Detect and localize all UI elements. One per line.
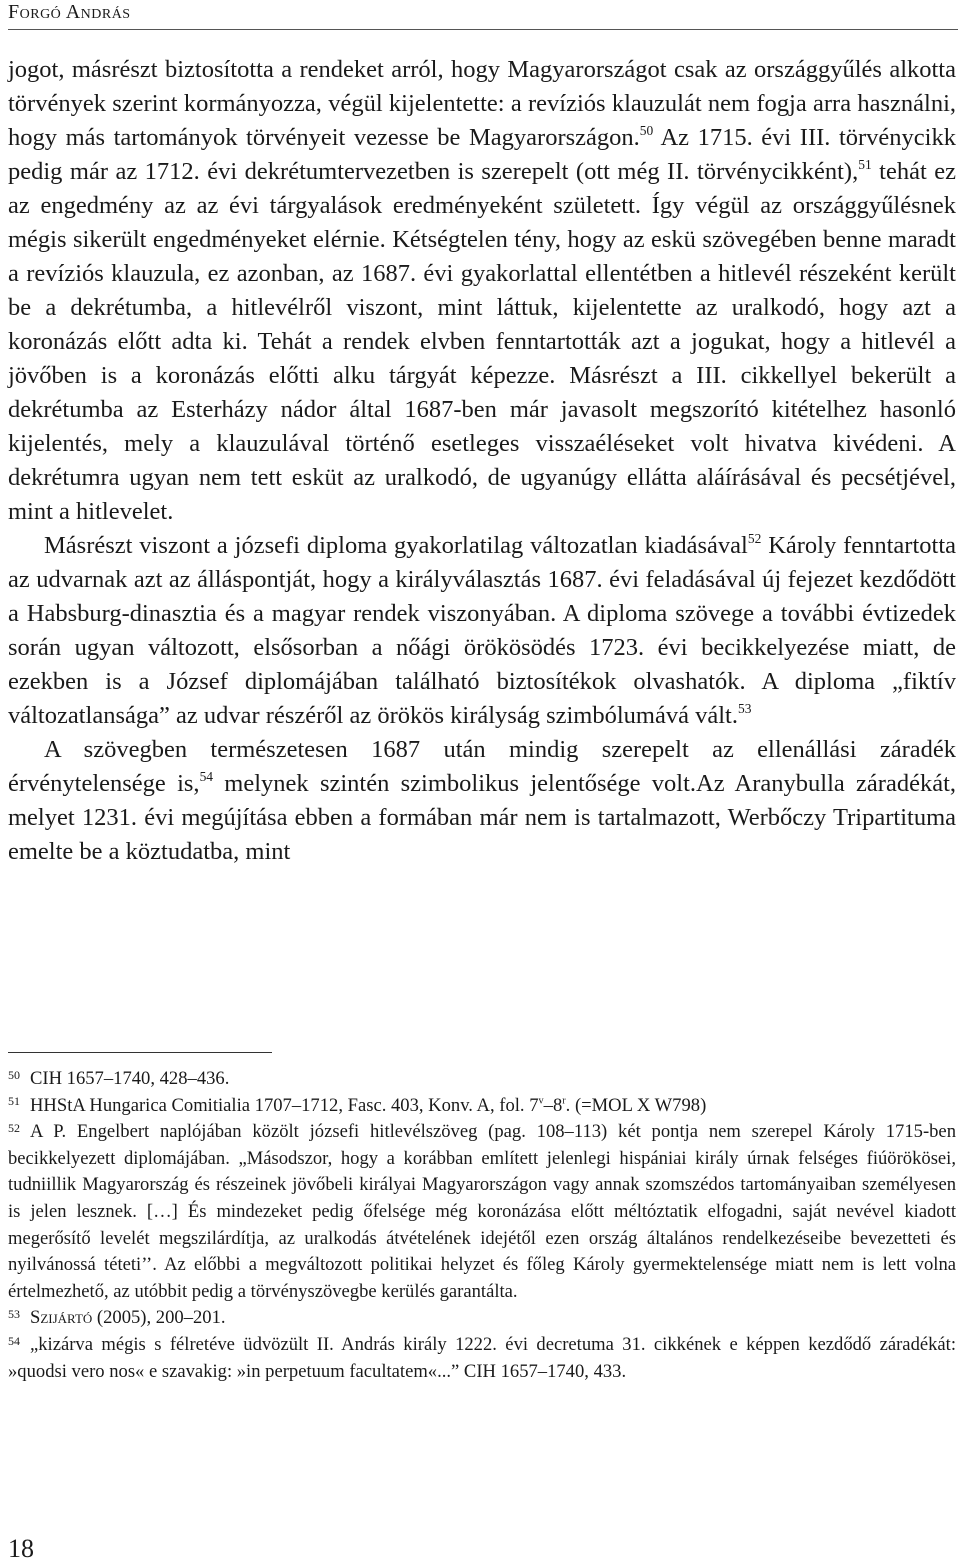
text-run: –8: [543, 1094, 563, 1116]
text-run: „kizárva mégis s félretéve üdvözült II. András király 1222. évi decretuma 31. cikkének e képpen kezdődő záradékát: »quodsi vero nos« e szavakig: »in perpetuum facultatem«...” CIH 1657–1740, 433.: [8, 1333, 956, 1382]
text-run: Károly fenntartotta az udvarnak azt az álláspontját, hogy a királyválasztás 1687. évi feladásával új fejezet kezdődött a Habsburg-dinasztia és a magyar rendek viszonyában. A diploma szövege a további évtizedek során ugyan változott, elsősorban a nőági örökösödés 1723. évi becikkelyezése miatt, de ezekben is a József diplomájában található biztosítékok olvashatók. A diploma „fiktív változatlansága” az udvar részéről az örökös királyság szimbólumává vált.: [8, 532, 957, 729]
text-run: Másrészt viszont a józsefi diploma gyakorlatilag változatlan kiadásával: [44, 532, 748, 559]
footnote-50: 50 CIH 1657–1740, 428–436.: [8, 1067, 230, 1089]
note-reference: r: [562, 1094, 566, 1106]
note-reference: 52: [747, 530, 762, 546]
text-run: Az 1715. évi III. törvénycikk pedig már az 1712. évi dekrétumtervezetben is szerepelt (ott még II. törvénycikként),: [8, 124, 956, 185]
footnote-54: 54 „kizárva mégis s félretéve üdvözült II. András király 1222. évi decretuma 31. cikkének e képpen kezdődő záradékát: »quodsi vero nos« e szavakig: »in perpetuum facultatem«...” CIH 1657–1740, 433.: [8, 1333, 956, 1382]
text-run: HHStA Hungarica Comitialia 1707–1712, Fasc. 403, Konv. A, fol. 7: [30, 1094, 539, 1116]
footnote-text: [30, 1095, 706, 1116]
footnote-53: 53 Szijártó (2005), 200–201.: [8, 1306, 226, 1329]
header-rule: [8, 29, 958, 30]
footnote-text: [30, 1307, 226, 1328]
running-head: Forgó András: [8, 1, 131, 23]
footnote-text: [8, 1121, 956, 1302]
footnote-rule: [8, 1052, 272, 1053]
footnote-51: 51 HHStA Hungarica Comitialia 1707–1712, Fasc. 403, Konv. A, fol. 7$^v$–8$^r$. (=MOL X W798): [8, 1094, 707, 1116]
note-reference: 53: [737, 700, 752, 716]
text-run: CIH 1657–1740, 428–436.: [30, 1068, 230, 1089]
main-text: [8, 53, 956, 869]
text-run: tehát ez az engedmény az az évi tárgyalások eredményeként született. Így végül az országgyűlésnek mégis sikerült engedményeket elérnie. Kétségtelen tény, hogy az eskü szövegében benne maradt a revíziós klauzula, ez azonban, az 1687. évi gyakorlattal ellentétben a hitlevél részeként került be a dekrétumba, a hitlevélről viszont, mint láttuk, kijelentette az uralkodó, hogy azt a koronázás előtt adta ki. Tehát a rendek elvben fenntartották azt a jogukat, hogy a hitlevél a jövőben is a koronázás előtti alku tárgyát képezze. Másrészt a III. cikkellyel bekerült a dekrétumba az Esterházy nádor által 1687-ben már javasolt megszorító kitételhez hasonló kijelentés, mely a klauzulával történő esetleges visszaéléseket volt hivatva kivédeni. A dekrétumra ugyan nem tett esküt az uralkodó, de ugyanúgy ellátta aláírásával és pecsétjével, mint a hitlevelet.: [8, 158, 956, 525]
footnotes: [8, 1066, 956, 1385]
page-number: 18: [8, 1534, 34, 1563]
text-run: . (=MOL X W798): [565, 1094, 707, 1116]
author-name: Szijártó: [30, 1307, 93, 1329]
footnote-text: [30, 1068, 229, 1089]
note-reference: 50: [639, 122, 654, 138]
note-reference: 51: [858, 156, 872, 172]
text-run: jogot, másrészt biztosította a rendeket arról, hogy Magyarországot csak az országgyűlés alkotta törvények szerint kormányozza, végül kijelentette: a revíziós klauzulát nem fogja arra használni, hogy más tartományok törvényeit vezesse be Magyarországon.: [8, 56, 956, 151]
text-run: A szövegben természetesen 1687 után mindig szerepelt az ellenállási záradék érvénytelensége is,: [8, 736, 956, 797]
text-run: (2005), 200–201.: [92, 1307, 226, 1329]
paragraph-1: [8, 53, 956, 529]
paragraph-2: [8, 529, 956, 733]
note-reference: 54: [199, 768, 214, 784]
note-reference: v: [538, 1094, 544, 1106]
text-run: melynek szintén szimbolikus jelentősége volt.Az Aranybulla záradékát, melyet 1231. évi megújítása ebben a formában már nem is tartalmazott, Werbőczy Tripartituma emelte be a köztudatba, mint: [8, 770, 956, 865]
footnote-text: [8, 1334, 956, 1382]
text-run: A P. Engelbert naplójában közölt józsefi hitlevélszöveg (pag. 108–113) két pontja nem szerepel Károly 1715-ben becikkelyezett diplomájában. „Másodszor, hogy a korábban említett jelenlegi hispániai király úrnak felséges fiúörökösei, tudniillik Magyarország és részeinek jövőbeli királyai Magyarországon vagy annak szomszédos tartományaiban személyesen is jelen lesznek. […] És mindezeket pedig őfelsége még koronázása előtt méltóztatik elfogadni, saját nevével kiadott megerősítő levelét megszilárdítja, az uralkodás átvételének idejétől ezen ország általános rendelkezéseibe bevezetteti és nyilvánossá téteti’’. Az előbbi a megváltozott politikai helyzet és főleg Károly gyermektelensége miatt nem is lett volna értelmezhető, az utóbbit pedig a törvényszövegbe kerülés garantálta.: [8, 1121, 956, 1302]
footnote-52: 52 A P. Engelbert naplójában közölt józsefi hitlevélszöveg (pag. 108–113) két pontja nem szerepel Károly 1715-ben becikkelyezett diplomájában. „Másodszor, hogy a korábban említett jelenlegi hispániai király úrnak felséges fiúörökösei, tudniillik Magyarország és részeinek jövőbeli királyai Magyarországon vagy annak szomszédos tartományaiban személyesen is jelen lesznek. […] És mindezeket pedig őfelsége még koronázása előtt méltóztatik elfogadni, saját nevével kiadott megerősítő levelét megszilárdítja, az uralkodás átvételének idejétől ezen ország általános rendelkezéseibe bevezetteti és nyilvánossá téteti’’. Az előbbi a megváltozott politikai helyzet és főleg Károly gyermektelensége miatt nem is lett volna értelmezhető, az utóbbit pedig a törvényszövegbe kerülés garantálta.: [8, 1120, 956, 1302]
paragraph-3: [8, 733, 956, 869]
